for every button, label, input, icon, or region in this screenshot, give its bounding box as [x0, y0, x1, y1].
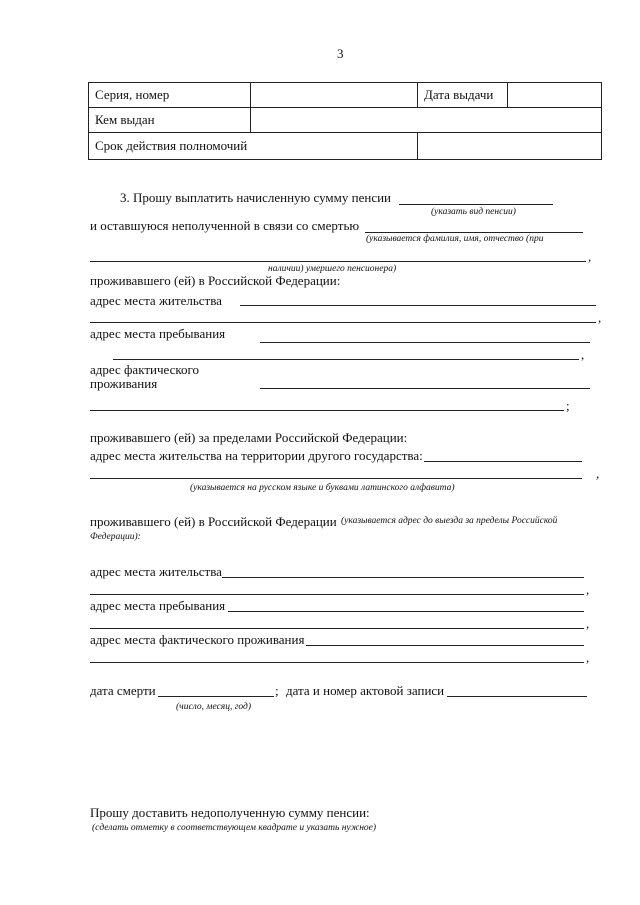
series-number-label: Серия, номер	[89, 83, 251, 108]
residence-address-line-1[interactable]	[240, 305, 596, 306]
stay-address-line-2[interactable]	[113, 359, 579, 360]
residence-address-2-line-2[interactable]	[90, 594, 584, 595]
death-record-label: дата и номер актовой записи	[286, 683, 445, 698]
death-date-line[interactable]	[158, 696, 274, 697]
foreign-residence-line-1[interactable]	[424, 461, 582, 462]
issue-date-label: Дата выдачи	[418, 83, 508, 108]
foreign-address-hint: (указывается на русском языке и буквами латинского алфавита)	[190, 483, 455, 493]
identity-document-table	[88, 82, 602, 160]
issued-by-label: Кем выдан	[89, 108, 251, 133]
pension-type-hint: (указать вид пенсии)	[431, 207, 516, 217]
actual-address-label-1: адрес фактического	[90, 362, 200, 377]
stay-address-2-line-2[interactable]	[90, 628, 584, 629]
residence-address-label: адрес места жительства	[90, 293, 222, 308]
residence-address-2-line-1[interactable]	[222, 577, 584, 578]
name-hint-1: (указывается фамилия, имя, отчество (при	[366, 234, 544, 244]
unpaid-due-death-text: и оставшуюся неполученной в связи со смертью	[90, 218, 360, 233]
stay-address-2-line-1[interactable]	[228, 611, 584, 612]
name-hint-2: наличии) умершего пенсионера)	[268, 264, 397, 274]
lived-abroad-label: проживавшего (ей) за пределами Российской Федерации:	[90, 430, 408, 445]
actual-address-full-label: адрес места фактического проживания	[90, 632, 305, 647]
delivery-request-text: Прошу доставить недополученную сумму пенсии:	[90, 805, 370, 820]
lived-rf-label: проживавшего (ей) в Российской Федерации:	[90, 273, 341, 288]
pension-request-text: 3. Прошу выплатить начисленную сумму пенсии	[120, 190, 392, 205]
residence-address-line-2[interactable]	[90, 322, 596, 323]
departure-hint-1: (указывается адрес до выезда за пределы Российской	[341, 516, 558, 526]
departure-hint-2: Федерации):	[90, 532, 141, 542]
stay-address-label-2: адрес места пребывания	[90, 598, 226, 613]
issue-date-field[interactable]	[508, 83, 602, 108]
foreign-residence-label: адрес места жительства на территории другого государства:	[90, 448, 423, 463]
actual-address-full-line-2[interactable]	[90, 662, 584, 663]
deceased-name-line-1[interactable]	[365, 232, 583, 233]
residence-address-label-2: адрес места жительства	[90, 564, 222, 579]
stay-address-line-1[interactable]	[260, 342, 590, 343]
series-number-field[interactable]	[251, 83, 418, 108]
deceased-name-line-2[interactable]	[90, 261, 586, 262]
validity-period-field[interactable]	[418, 133, 602, 160]
death-date-label: дата смерти	[90, 683, 156, 698]
validity-period-label: Срок действия полномочий	[89, 133, 418, 160]
stay-address-label: адрес места пребывания	[90, 326, 226, 341]
actual-address-label-2: проживания	[90, 376, 158, 391]
issued-by-field[interactable]	[251, 108, 602, 133]
delivery-hint: (сделать отметку в соответствующем квадрате и указать нужное)	[92, 823, 377, 833]
actual-address-line-2[interactable]	[90, 410, 564, 411]
page-number: 3	[337, 46, 344, 61]
lived-rf-before-departure-label: проживавшего (ей) в Российской Федерации	[90, 514, 337, 529]
date-format-hint: (число, месяц, год)	[176, 702, 252, 712]
actual-address-line-1[interactable]	[260, 388, 590, 389]
foreign-residence-line-2[interactable]	[90, 478, 582, 479]
death-record-line[interactable]	[447, 696, 587, 697]
actual-address-full-line-1[interactable]	[306, 645, 584, 646]
pension-amount-line[interactable]	[399, 204, 553, 205]
